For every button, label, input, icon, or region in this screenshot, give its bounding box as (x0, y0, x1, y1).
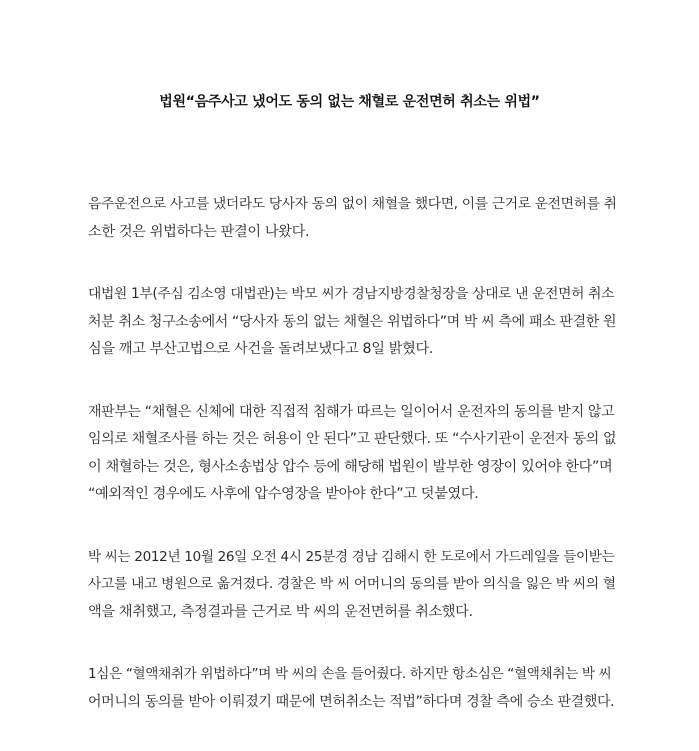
paragraph-line: 1심은 “혈액채취가 위법하다”며 박 씨의 손을 들어줬다. 하지만 항소심은 “혈액채취는 박 씨 (88, 666, 612, 682)
paragraph-2 (88, 281, 618, 364)
paragraph-line: 임의로 채혈조사를 하는 것은 허용이 안 된다”고 판단했다. 또 “수사기관이 운전자 동의 없 (88, 431, 617, 447)
article-body (88, 191, 618, 751)
article-headline: 법원“음주사고 냈어도 동의 없는 채혈로 운전면허 취소는 위법” (159, 94, 540, 110)
paragraph-4 (88, 544, 618, 627)
paragraph-line: 재판부는 “채혈은 신체에 대한 직접적 침해가 따르는 일이어서 운전자의 동의를 받지 않고 (88, 403, 615, 420)
paragraph-line: 사고를 내고 병원으로 옮겨졌다. 경찰은 박 씨 어머니의 동의를 받아 의식을 잃은 박 씨의 혈 (88, 576, 616, 592)
paragraph-line: 처분 취소 청구소송에서 “당사자 동의 없는 채혈은 위법하다”며 박 씨 측에 패소 판결한 원 (88, 313, 617, 330)
paragraph-line: 심을 깨고 부산고법으로 사건을 돌려보냈다고 8일 밝혔다. (88, 341, 433, 357)
paragraph-line: 소한 것은 위법하다는 판결이 나왔다. (88, 223, 310, 240)
paragraph-line: 액을 채취했고, 측정결과를 근거로 박 씨의 운전면허를 취소했다. (88, 603, 473, 620)
paragraph-line: 음주운전으로 사고를 냈더라도 당사자 동의 없이 채혈을 했다면, 이를 근거로 운전면허를 취 (88, 196, 617, 212)
paragraph-1 (88, 191, 618, 246)
paragraph-5 (88, 661, 618, 716)
paragraph-3 (88, 399, 618, 509)
paragraph-line: 대법원 1부(주심 김소영 대법관)는 박모 씨가 경남지방경찰청장을 상대로 낸 운전면허 취소 (88, 286, 615, 302)
paragraph-line: “예외적인 경우에도 사후에 압수영장을 받아야 한다”고 덧붙였다. (88, 486, 479, 502)
paragraph-line: 어머니의 동의를 받아 이뤄졌기 때문에 면허취소는 적법”하다며 경찰 측에 승소 판결했다. (88, 693, 615, 710)
paragraph-line: 이 채혈하는 것은, 형사소송법상 압수 등에 해당해 법원이 발부한 영장이 있어야 한다”며 (88, 458, 613, 475)
paragraph-line: 박 씨는 2012년 10월 26일 오전 4시 25분경 경남 김해시 한 도로에서 가드레일을 들이받는 (88, 548, 615, 565)
